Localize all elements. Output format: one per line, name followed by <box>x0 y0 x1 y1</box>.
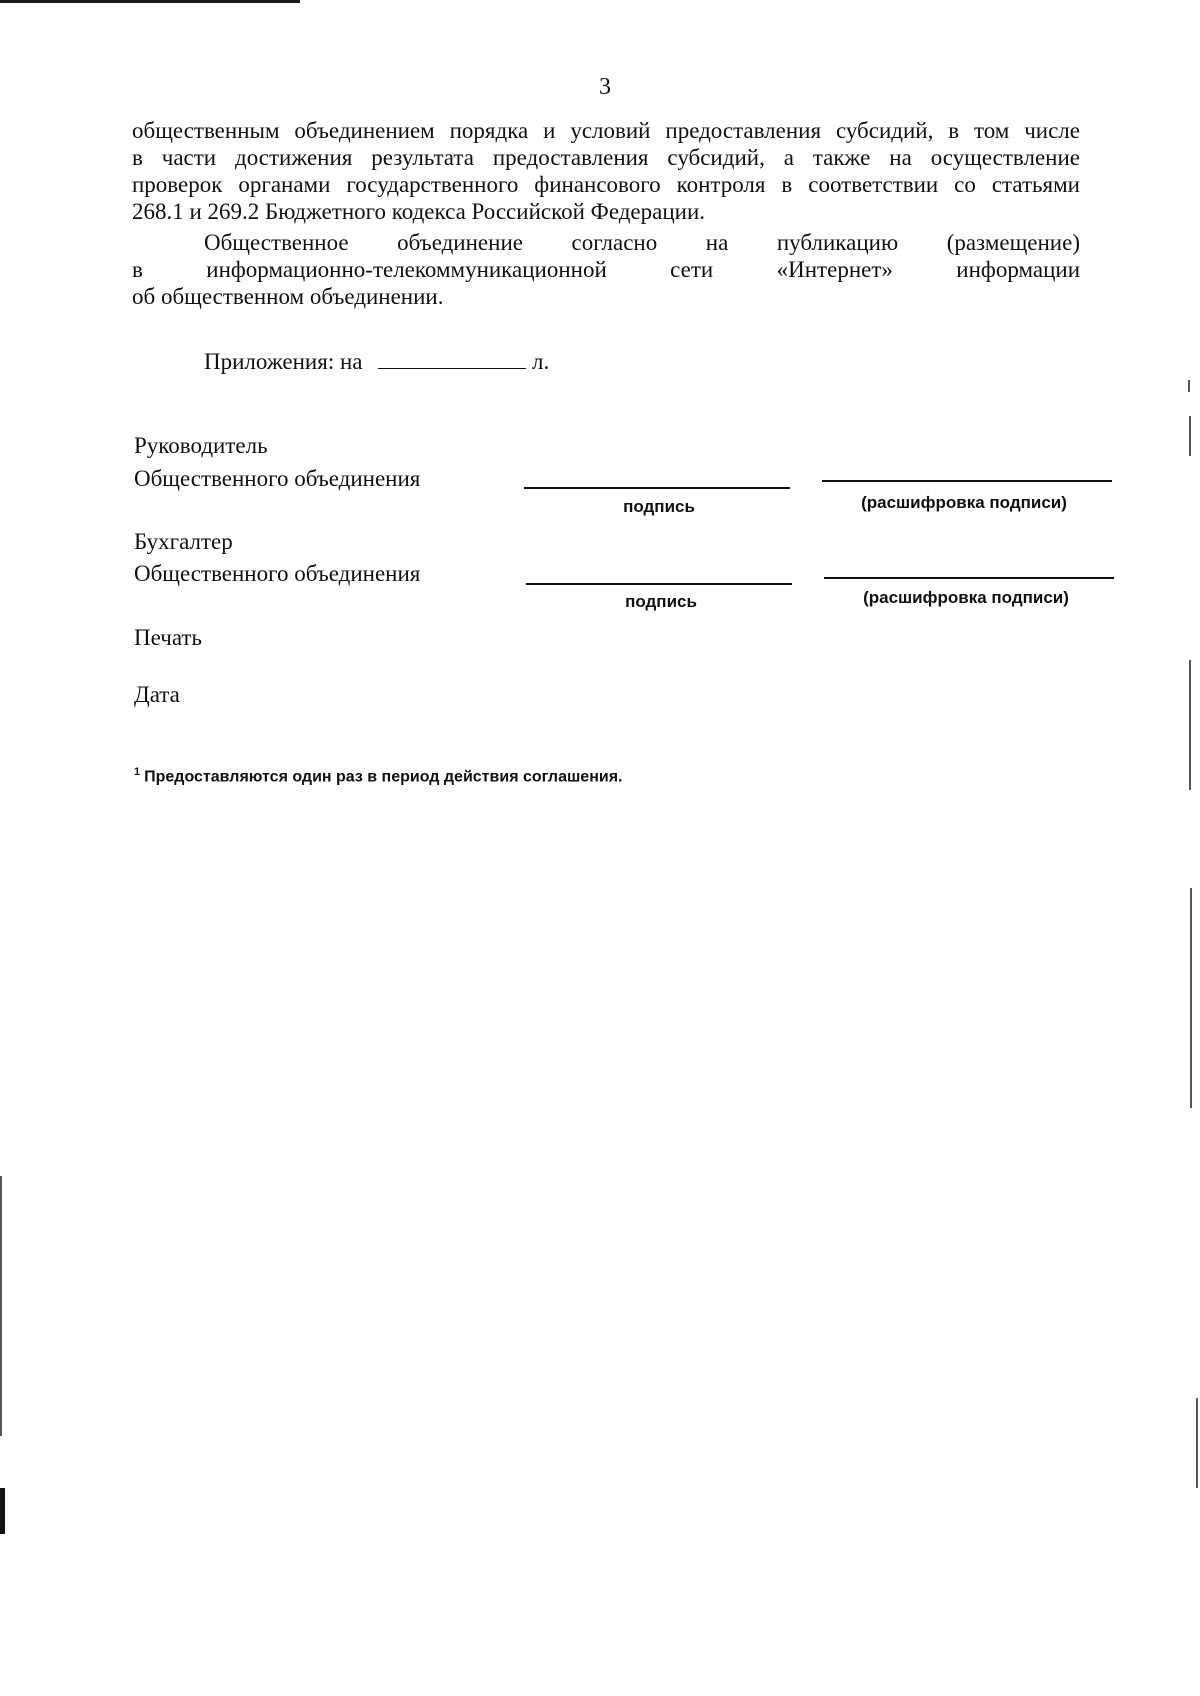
footnote <box>134 766 622 786</box>
head-organization-label: Общественного объединения <box>134 466 421 491</box>
head-decode-caption: (расшифровка подписи) <box>861 493 1067 512</box>
paragraph-line: 268.1 и 269.2 Бюджетного кодекса Российской Федерации. <box>132 199 706 224</box>
paragraph-line: общественным объединением порядка и условий предоставления субсидий, в том числе <box>132 118 1080 143</box>
paragraph-subsidy-control <box>132 117 1080 225</box>
attachments-prefix: Приложения: на <box>204 349 363 374</box>
accountant-decode-caption: (расшифровка подписи) <box>863 588 1069 607</box>
accountant-signature-line <box>526 583 792 585</box>
accountant-decode-line <box>824 577 1114 579</box>
scan-edge-bar <box>0 0 300 3</box>
head-signature-line <box>524 487 790 489</box>
scan-edge-mark <box>1189 660 1191 790</box>
scan-edge-mark <box>1188 380 1190 392</box>
head-signature-caption: подпись <box>623 497 695 516</box>
attachments-count-blank <box>378 350 526 369</box>
footnote-marker: 1 <box>134 766 141 778</box>
stamp-label: Печать <box>134 625 202 650</box>
head-role-label: Руководитель <box>134 433 268 458</box>
paragraph-publication-consent <box>132 229 1080 310</box>
attachments-line <box>204 349 549 375</box>
paragraph-line: Общественное объединение согласно на публикацию (размещение) <box>204 230 1080 255</box>
paragraph-line: в информационно-телекоммуникационной сети «Интернет» информации <box>132 257 1080 282</box>
accountant-role-label: Бухгалтер <box>134 529 233 554</box>
footnote-text: Предоставляются один раз в период действия соглашения. <box>144 768 623 786</box>
scan-edge-mark <box>1190 888 1192 1108</box>
head-decode-line <box>822 480 1112 482</box>
paragraph-line: об общественном объединении. <box>132 284 444 309</box>
paragraph-line: проверок органами государственного финансового контроля в соответствии со статьями <box>132 172 1080 197</box>
accountant-signature-caption: подпись <box>625 592 697 611</box>
scan-edge-mark <box>1189 416 1191 456</box>
scan-edge-mark <box>0 1176 2 1436</box>
page-number: 3 <box>599 74 611 100</box>
scan-edge-mark <box>1196 1398 1198 1488</box>
attachments-suffix: л. <box>531 349 550 374</box>
paragraph-line: в части достижения результата предоставления субсидий, а также на осуществление <box>132 145 1080 170</box>
accountant-organization-label: Общественного объединения <box>134 561 421 586</box>
date-label: Дата <box>134 682 180 707</box>
scan-edge-mark <box>0 1488 5 1534</box>
